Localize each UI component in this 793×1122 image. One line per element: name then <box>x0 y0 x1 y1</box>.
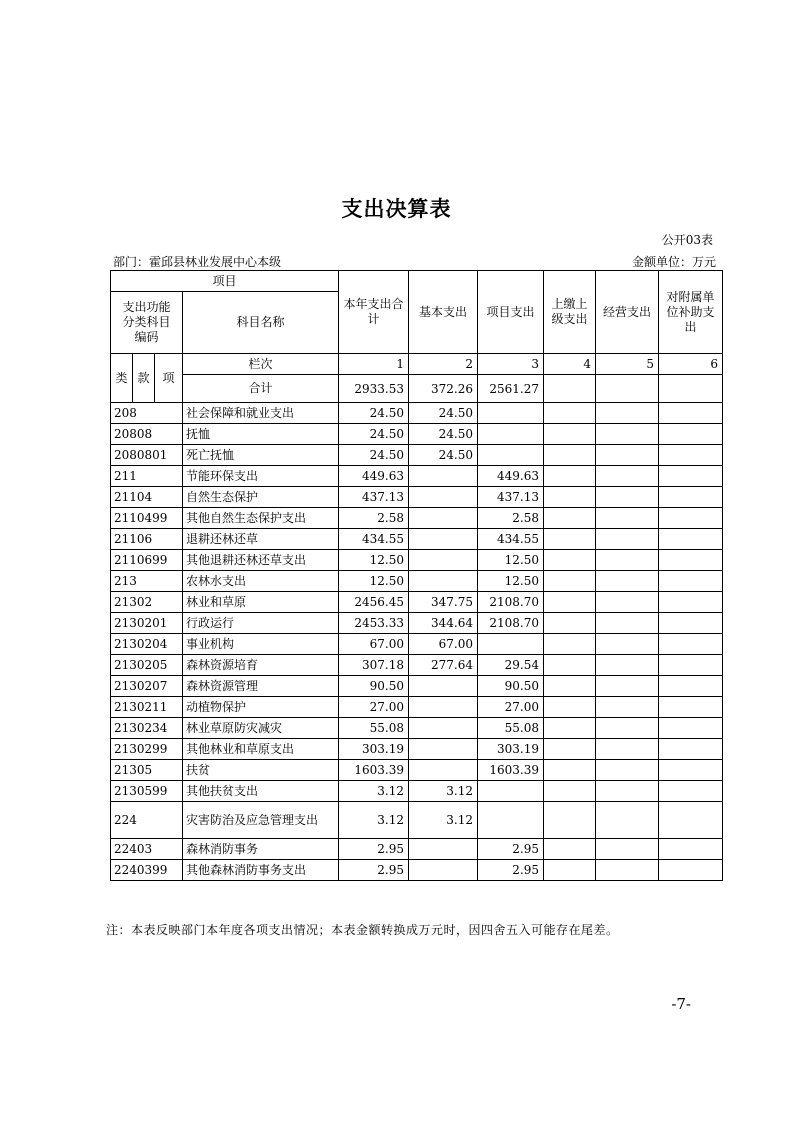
cell-code: 2130299 <box>111 739 183 760</box>
cell-code: 21106 <box>111 529 183 550</box>
cell-upper <box>544 697 596 718</box>
cell-total: 2453.33 <box>339 613 409 634</box>
cell-upper <box>544 739 596 760</box>
cell-upper <box>544 802 596 839</box>
footnote: 注：本表反映部门本年度各项支出情况；本表金额转换成万元时，因四舍五入可能存在尾差。 <box>106 923 619 937</box>
cell-subject-name: 森林资源管理 <box>183 676 339 697</box>
cell-basic <box>409 529 478 550</box>
cell-project: 12.50 <box>478 571 544 592</box>
cell-subsidy <box>659 760 723 781</box>
cell-code: 2130599 <box>111 781 183 802</box>
cell-business <box>596 718 659 739</box>
cell-upper <box>544 592 596 613</box>
cell-business <box>596 655 659 676</box>
cell-code: 2130207 <box>111 676 183 697</box>
cell-subject-name: 森林资源培育 <box>183 655 339 676</box>
header-basic: 基本支出 <box>409 271 478 354</box>
cell-business <box>596 634 659 655</box>
cell-project <box>478 634 544 655</box>
table-row <box>111 634 723 655</box>
table-row <box>111 760 723 781</box>
table-row <box>111 718 723 739</box>
cell-project: 303.19 <box>478 739 544 760</box>
cell-total: 2.95 <box>339 860 409 881</box>
cell-subsidy <box>659 487 723 508</box>
cell-total: 449.63 <box>339 466 409 487</box>
header-kuan: 款 <box>133 354 155 403</box>
cell-subject-name: 退耕还林还草 <box>183 529 339 550</box>
cell-business <box>596 781 659 802</box>
cell-upper <box>544 860 596 881</box>
cell-business <box>596 571 659 592</box>
sum-label: 合计 <box>183 375 339 403</box>
cell-code: 21104 <box>111 487 183 508</box>
cell-total: 434.55 <box>339 529 409 550</box>
cell-subsidy <box>659 550 723 571</box>
column-no-1: 1 <box>339 354 409 375</box>
cell-subject-name: 死亡抚恤 <box>183 445 339 466</box>
cell-subsidy <box>659 571 723 592</box>
column-no-3: 3 <box>478 354 544 375</box>
cell-project: 449.63 <box>478 466 544 487</box>
cell-subject-name: 灾害防治及应急管理支出 <box>183 802 339 839</box>
cell-total: 12.50 <box>339 550 409 571</box>
cell-basic <box>409 739 478 760</box>
cell-total: 67.00 <box>339 634 409 655</box>
page-title: 支出决算表 <box>341 197 452 221</box>
cell-business <box>596 466 659 487</box>
header-xiang: 项 <box>155 354 183 403</box>
cell-upper <box>544 550 596 571</box>
cell-code: 2080801 <box>111 445 183 466</box>
table-row <box>111 697 723 718</box>
cell-project: 55.08 <box>478 718 544 739</box>
cell-total: 90.50 <box>339 676 409 697</box>
cell-basic <box>409 860 478 881</box>
cell-total: 2456.45 <box>339 592 409 613</box>
cell-business <box>596 403 659 424</box>
cell-subsidy <box>659 403 723 424</box>
table-row <box>111 403 723 424</box>
cell-total: 24.50 <box>339 424 409 445</box>
cell-project: 2.58 <box>478 508 544 529</box>
cell-basic <box>409 676 478 697</box>
cell-subject-name: 其他扶贫支出 <box>183 781 339 802</box>
cell-code: 2240399 <box>111 860 183 881</box>
cell-subject-name: 林业和草原 <box>183 592 339 613</box>
table-row <box>111 571 723 592</box>
cell-code: 2130201 <box>111 613 183 634</box>
cell-code: 20808 <box>111 424 183 445</box>
cell-basic <box>409 508 478 529</box>
cell-basic <box>409 760 478 781</box>
page-number: -7- <box>671 995 691 1013</box>
cell-business <box>596 592 659 613</box>
cell-subject-name: 扶贫 <box>183 760 339 781</box>
header-row-column-no <box>111 354 723 375</box>
cell-project: 90.50 <box>478 676 544 697</box>
cell-code: 211 <box>111 466 183 487</box>
table-row <box>111 550 723 571</box>
column-no-6: 6 <box>659 354 723 375</box>
form-number: 公开03表 <box>661 233 713 247</box>
cell-business <box>596 487 659 508</box>
header-subsidy: 对附属单位补助支出 <box>659 271 723 354</box>
cell-total: 12.50 <box>339 571 409 592</box>
cell-subject-name: 其他森林消防事务支出 <box>183 860 339 881</box>
cell-project: 29.54 <box>478 655 544 676</box>
table-row <box>111 466 723 487</box>
cell-basic: 24.50 <box>409 403 478 424</box>
cell-project <box>478 802 544 839</box>
column-no-5: 5 <box>596 354 659 375</box>
cell-project: 2108.70 <box>478 613 544 634</box>
table-row <box>111 839 723 860</box>
cell-code: 2130211 <box>111 697 183 718</box>
header-lei: 类 <box>111 354 133 403</box>
cell-basic: 24.50 <box>409 424 478 445</box>
cell-subject-name: 其他林业和草原支出 <box>183 739 339 760</box>
header-row-project <box>111 271 723 292</box>
table-row <box>111 592 723 613</box>
cell-total: 307.18 <box>339 655 409 676</box>
cell-project: 437.13 <box>478 487 544 508</box>
cell-subject-name: 农林水支出 <box>183 571 339 592</box>
cell-subsidy <box>659 860 723 881</box>
cell-subsidy <box>659 676 723 697</box>
cell-total: 2.95 <box>339 839 409 860</box>
cell-code: 208 <box>111 403 183 424</box>
cell-business <box>596 550 659 571</box>
column-no-2: 2 <box>409 354 478 375</box>
sum-business <box>596 375 659 403</box>
sum-basic: 372.26 <box>409 375 478 403</box>
cell-subsidy <box>659 529 723 550</box>
cell-upper <box>544 634 596 655</box>
cell-basic <box>409 718 478 739</box>
cell-project <box>478 445 544 466</box>
sum-row <box>111 375 723 403</box>
header-column-no: 栏次 <box>183 354 339 375</box>
cell-basic <box>409 487 478 508</box>
cell-total: 2.58 <box>339 508 409 529</box>
cell-total: 437.13 <box>339 487 409 508</box>
header-project-exp: 项目支出 <box>478 271 544 354</box>
cell-basic <box>409 571 478 592</box>
cell-code: 213 <box>111 571 183 592</box>
cell-business <box>596 676 659 697</box>
header-func-code: 支出功能分类科目编码 <box>111 292 183 354</box>
cell-basic <box>409 697 478 718</box>
cell-subject-name: 林业草原防灾减灾 <box>183 718 339 739</box>
sum-upper <box>544 375 596 403</box>
cell-upper <box>544 839 596 860</box>
cell-project: 2108.70 <box>478 592 544 613</box>
cell-business <box>596 613 659 634</box>
cell-basic: 3.12 <box>409 802 478 839</box>
table-row <box>111 781 723 802</box>
cell-business <box>596 802 659 839</box>
table-row <box>111 508 723 529</box>
cell-code: 21302 <box>111 592 183 613</box>
cell-project: 27.00 <box>478 697 544 718</box>
table-row <box>111 613 723 634</box>
cell-code: 21305 <box>111 760 183 781</box>
table-row <box>111 860 723 881</box>
cell-business <box>596 697 659 718</box>
cell-upper <box>544 445 596 466</box>
cell-business <box>596 529 659 550</box>
cell-total: 303.19 <box>339 739 409 760</box>
cell-subsidy <box>659 613 723 634</box>
cell-subsidy <box>659 655 723 676</box>
cell-basic <box>409 839 478 860</box>
table-row <box>111 802 723 839</box>
sum-project: 2561.27 <box>478 375 544 403</box>
cell-subject-name: 行政运行 <box>183 613 339 634</box>
cell-basic: 277.64 <box>409 655 478 676</box>
cell-subject-name: 动植物保护 <box>183 697 339 718</box>
cell-business <box>596 424 659 445</box>
cell-project: 434.55 <box>478 529 544 550</box>
cell-subsidy <box>659 634 723 655</box>
header-project: 项目 <box>111 271 339 292</box>
cell-subject-name: 森林消防事务 <box>183 839 339 860</box>
expenditure-table <box>110 270 723 881</box>
cell-project <box>478 781 544 802</box>
cell-business <box>596 739 659 760</box>
cell-upper <box>544 571 596 592</box>
cell-subject-name: 社会保障和就业支出 <box>183 403 339 424</box>
cell-business <box>596 760 659 781</box>
cell-basic: 24.50 <box>409 445 478 466</box>
cell-upper <box>544 781 596 802</box>
cell-project <box>478 424 544 445</box>
cell-business <box>596 508 659 529</box>
cell-subject-name: 节能环保支出 <box>183 466 339 487</box>
cell-basic <box>409 550 478 571</box>
sum-subsidy <box>659 375 723 403</box>
cell-subject-name: 其他自然生态保护支出 <box>183 508 339 529</box>
table-row <box>111 655 723 676</box>
header-business: 经营支出 <box>596 271 659 354</box>
cell-subsidy <box>659 592 723 613</box>
table-row <box>111 676 723 697</box>
table-row <box>111 529 723 550</box>
cell-code: 2110499 <box>111 508 183 529</box>
cell-total: 1603.39 <box>339 760 409 781</box>
cell-upper <box>544 466 596 487</box>
cell-code: 224 <box>111 802 183 839</box>
cell-project: 2.95 <box>478 860 544 881</box>
cell-upper <box>544 655 596 676</box>
cell-code: 2130204 <box>111 634 183 655</box>
table-row <box>111 739 723 760</box>
cell-code: 22403 <box>111 839 183 860</box>
cell-business <box>596 860 659 881</box>
cell-subsidy <box>659 508 723 529</box>
cell-subsidy <box>659 697 723 718</box>
header-upper: 上缴上级支出 <box>544 271 596 354</box>
table-row <box>111 487 723 508</box>
cell-upper <box>544 613 596 634</box>
cell-basic: 3.12 <box>409 781 478 802</box>
cell-basic: 344.64 <box>409 613 478 634</box>
cell-upper <box>544 760 596 781</box>
cell-basic <box>409 466 478 487</box>
cell-upper <box>544 403 596 424</box>
cell-upper <box>544 508 596 529</box>
cell-business <box>596 839 659 860</box>
amount-unit-label: 金额单位：万元 <box>631 255 716 269</box>
cell-subject-name: 事业机构 <box>183 634 339 655</box>
cell-upper <box>544 424 596 445</box>
cell-basic: 67.00 <box>409 634 478 655</box>
cell-project: 12.50 <box>478 550 544 571</box>
cell-code: 2130205 <box>111 655 183 676</box>
cell-upper <box>544 718 596 739</box>
cell-subsidy <box>659 739 723 760</box>
cell-code: 2130234 <box>111 718 183 739</box>
cell-subsidy <box>659 839 723 860</box>
cell-total: 3.12 <box>339 781 409 802</box>
cell-project: 2.95 <box>478 839 544 860</box>
cell-subsidy <box>659 466 723 487</box>
cell-total: 24.50 <box>339 445 409 466</box>
cell-subsidy <box>659 802 723 839</box>
cell-subsidy <box>659 445 723 466</box>
cell-total: 24.50 <box>339 403 409 424</box>
cell-subject-name: 其他退耕还林还草支出 <box>183 550 339 571</box>
cell-subject-name: 抚恤 <box>183 424 339 445</box>
sum-total: 2933.53 <box>339 375 409 403</box>
cell-business <box>596 445 659 466</box>
department-label: 部门：霍邱县林业发展中心本级 <box>113 255 282 269</box>
cell-upper <box>544 487 596 508</box>
header-subject-name: 科目名称 <box>183 292 339 354</box>
cell-subsidy <box>659 781 723 802</box>
cell-project <box>478 403 544 424</box>
cell-upper <box>544 529 596 550</box>
cell-subject-name: 自然生态保护 <box>183 487 339 508</box>
cell-basic: 347.75 <box>409 592 478 613</box>
table-row <box>111 445 723 466</box>
cell-total: 27.00 <box>339 697 409 718</box>
cell-total: 3.12 <box>339 802 409 839</box>
cell-subsidy <box>659 424 723 445</box>
column-no-4: 4 <box>544 354 596 375</box>
cell-project: 1603.39 <box>478 760 544 781</box>
cell-upper <box>544 676 596 697</box>
table-row <box>111 424 723 445</box>
cell-code: 2110699 <box>111 550 183 571</box>
cell-total: 55.08 <box>339 718 409 739</box>
cell-subsidy <box>659 718 723 739</box>
header-total: 本年支出合计 <box>339 271 409 354</box>
